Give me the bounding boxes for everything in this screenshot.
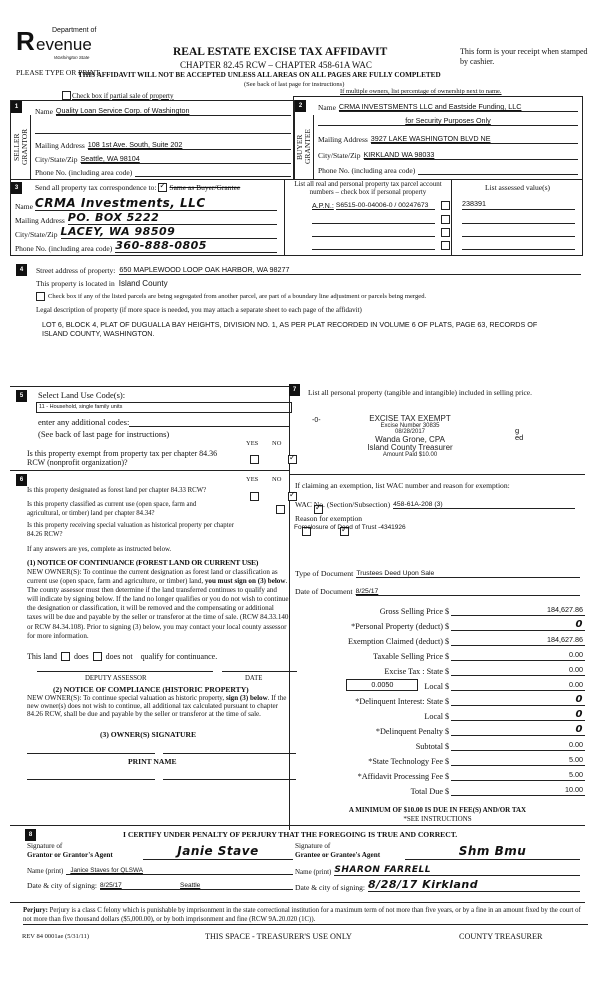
- exempt-stamp: [340, 414, 480, 458]
- seller-city-label: City/State/Zip: [35, 155, 78, 164]
- stamp-office: Island County Treasurer: [367, 443, 453, 452]
- excise-state-label: Excise Tax : State: [384, 667, 443, 676]
- partial-sale-checkbox[interactable]: [62, 91, 71, 100]
- minimum-due-note: A MINIMUM OF $10.00 IS DUE IN FEE(S) AND/OR TAX: [348, 806, 527, 814]
- no-header-6: NO: [272, 476, 282, 483]
- forest-question: Is this property designated as forest land per chapter 84.33 RCW?: [27, 487, 207, 494]
- notice-2-title: (2) NOTICE OF COMPLIANCE (HISTORIC PROPERTY): [53, 685, 249, 694]
- send-correspondence-row: [35, 183, 240, 192]
- grantor-city-field[interactable]: Seattle: [160, 882, 293, 890]
- subtotal-label: Subtotal: [415, 742, 443, 751]
- does-not-checkbox[interactable]: [93, 652, 102, 661]
- doc-type-row: [295, 566, 580, 578]
- grantor-signature-field[interactable]: Janie Stave: [143, 844, 293, 860]
- seller-name-label: Name: [35, 107, 53, 116]
- corr-name-field[interactable]: CRMA Investments, LLC: [35, 196, 277, 211]
- tech-fee-field[interactable]: 5.00: [451, 754, 585, 766]
- receipt-note: This form is your receipt when stamped by cashier.: [460, 47, 588, 66]
- seller-name-line2[interactable]: [35, 133, 291, 134]
- dollar-sign: $: [445, 682, 450, 691]
- grantor-name-field[interactable]: Janice Staves for QLSWA: [66, 867, 293, 875]
- section-6-number: 6: [16, 474, 27, 486]
- buyer-name-line2[interactable]: for Security Purposes Only: [318, 116, 578, 126]
- apn-label: A.P.N.:: [312, 201, 334, 210]
- legal-description[interactable]: LOT 6, BLOCK 4, PLAT OF DUGUALLA BAY HEIGHTS, DIVISION NO. 1, AS PER PLAT RECORDED IN VOLUME 6 OF PLATS, PAGE 63, RECORDS OF ISLAND COUNTY, WASHINGTON.: [42, 320, 538, 338]
- owner-signature-line-1[interactable]: [27, 753, 155, 754]
- land-use-code-field[interactable]: 11 - Household, single family units: [36, 402, 292, 413]
- see-instructions-note: *SEE INSTRUCTIONS: [403, 815, 472, 823]
- personal-property-label: List all personal property (tangible and intangible) included in selling price.: [308, 388, 532, 397]
- grantee-sig-label-2: Grantee or Grantee's Agent: [295, 851, 381, 859]
- assessed-value-3[interactable]: [462, 226, 575, 237]
- dollar-sign: $: [445, 607, 450, 616]
- county-treasurer-label: COUNTY TREASURER: [459, 932, 543, 941]
- grantor-sig-label: [27, 842, 113, 860]
- grantor-name-label: Name (print): [27, 867, 64, 875]
- claim-exemption-label: If claiming an exemption, list WAC number and reason for exemption:: [295, 481, 510, 490]
- form-title: REAL ESTATE EXCISE TAX AFFIDAVIT: [173, 46, 388, 58]
- notice-1-title: (1) NOTICE OF CONTINUANCE (FOREST LAND OR CURRENT USE): [27, 558, 259, 567]
- section-5-number: 5: [16, 390, 27, 402]
- does-checkbox[interactable]: [61, 652, 70, 661]
- grantor-date-row: [27, 878, 293, 890]
- grantee-name-field[interactable]: SHARON FARRELL: [334, 865, 580, 876]
- notice-1-bold: you must sign on (3) below: [204, 577, 286, 586]
- dor-logo: [16, 26, 106, 62]
- exemption-claimed-label: Exemption Claimed (deduct): [347, 637, 443, 646]
- apn-field[interactable]: S6515-00-04006-0 / 00247673: [336, 202, 435, 210]
- stamp-excise-number: Excise Number 30835: [380, 423, 440, 429]
- seller-name-field[interactable]: Quality Loan Service Corp. of Washington: [56, 106, 291, 116]
- perjury-notice: [23, 907, 588, 925]
- same-as-buyer-checkbox[interactable]: [158, 183, 167, 192]
- located-label: This property is located in: [36, 279, 115, 288]
- corr-mailing-label: Mailing Address: [15, 216, 65, 225]
- does-label: does: [74, 652, 89, 661]
- print-name-line-1[interactable]: [27, 779, 155, 780]
- seller-mailing-label: Mailing Address: [35, 141, 85, 150]
- buyer-phone-field[interactable]: [418, 165, 578, 175]
- buyer-mailing-label: Mailing Address: [318, 135, 368, 144]
- print-name-line-2[interactable]: [163, 779, 296, 780]
- stamp-date: 08/28/2017: [394, 429, 426, 435]
- grantee-date-label: Date & city of signing:: [295, 883, 366, 892]
- corr-phone-field[interactable]: 360-888-0805: [115, 239, 277, 253]
- seller-label: SELLER: [11, 133, 21, 161]
- additional-codes-field[interactable]: [129, 417, 290, 427]
- exempt-yes-checkbox[interactable]: [250, 455, 259, 464]
- buyer-side-label: [294, 115, 314, 179]
- reason-label: Reason for exemption: [295, 514, 363, 523]
- total-due-label: Total Due: [410, 787, 443, 796]
- parcel-header: List all real and personal property tax parcel account numbers – check box if personal property: [294, 180, 442, 196]
- assessed-value-1[interactable]: 238391: [462, 199, 575, 210]
- additional-codes-label: enter any additional codes:: [38, 417, 130, 427]
- section-4-property: [10, 260, 585, 360]
- corr-phone-row: [15, 239, 277, 253]
- dollar-sign: $: [445, 637, 450, 646]
- date-label: DATE: [245, 675, 263, 682]
- grantor-sig-label-2: Grantor or Grantor's Agent: [27, 851, 113, 859]
- dollar-sign: $: [445, 622, 450, 631]
- grantor-sig-label-1: Signature of: [27, 842, 63, 850]
- if-yes-note: If any answers are yes, complete as instructed below.: [27, 546, 172, 553]
- corr-city-field[interactable]: LACEY, WA 98509: [61, 225, 278, 239]
- notice-2-text-a: NEW OWNER(S): To continue special valuation as historic property,: [27, 694, 226, 702]
- print-name-label: PRINT NAME: [128, 757, 177, 766]
- stamp-name: Wanda Grone, CPA: [375, 435, 445, 444]
- tech-fee-row: [300, 753, 585, 766]
- local-label: Local: [424, 682, 443, 691]
- delinquent-penalty-field[interactable]: 0: [451, 724, 585, 736]
- segregated-row: [36, 292, 426, 301]
- assessed-values: [452, 179, 583, 256]
- buyer-mailing-field[interactable]: 3927 LAKE WASHINGTON BLVD NE: [371, 134, 578, 144]
- exemption-claimed-field[interactable]: 184,627.86: [451, 634, 585, 646]
- section-5-land-use: [10, 386, 290, 474]
- doc-date-label: Date of Document: [295, 587, 353, 596]
- doc-date-row: [295, 584, 580, 596]
- form-chapter: CHAPTER 82.45 RCW – CHAPTER 458-61A WAC: [180, 60, 372, 70]
- buyer-city-row: [318, 148, 578, 160]
- corr-city-label: City/State/Zip: [15, 230, 58, 239]
- additional-codes-row: [38, 415, 290, 427]
- logo-name-text: evenue: [36, 35, 92, 54]
- exemption-section: [290, 474, 585, 554]
- buyer-mailing-row: [318, 132, 578, 144]
- grantor-label: GRANTOR: [19, 128, 29, 166]
- grantee-label: GRANTEE: [302, 129, 312, 165]
- wac-label: WAC No. (Section/Subsection): [295, 500, 391, 509]
- owner-signature-line-2[interactable]: [163, 753, 296, 754]
- buyer-phone-label: Phone No. (including area code): [318, 166, 416, 175]
- dollar-sign: $: [445, 757, 450, 766]
- same-as-buyer-label: Same as Buyer/Grantee: [169, 183, 241, 192]
- send-correspondence-label: Send all property tax correspondence to:: [35, 183, 157, 192]
- parcel-row-2: [312, 213, 450, 224]
- seller-phone-row: [35, 165, 291, 177]
- taxable-label: Taxable Selling Price: [373, 652, 443, 661]
- street-address-field[interactable]: 650 MAPLEWOOD LOOP OAK HARBOR, WA 98277: [119, 265, 581, 275]
- personal-property-checkbox[interactable]: [441, 228, 450, 237]
- segregated-checkbox[interactable]: [36, 292, 45, 301]
- dollar-sign: $: [445, 667, 450, 676]
- doc-type-field[interactable]: Trustees Deed Upon Sale: [356, 570, 580, 578]
- delinquent-interest-local-row: [300, 708, 585, 721]
- does-not-label: does not: [105, 652, 133, 661]
- personal-deduct-label: *Personal Property (deduct): [351, 622, 443, 631]
- perjury-label: Perjury:: [23, 907, 48, 914]
- no-header: NO: [272, 440, 282, 447]
- total-due-row: [300, 783, 585, 796]
- buyer-phone-row: [318, 163, 578, 175]
- grantor-date-field[interactable]: 8/25/17: [100, 882, 160, 890]
- notice-2-body: [27, 694, 295, 718]
- dollar-sign: $: [445, 787, 450, 796]
- corr-city-row: [15, 225, 277, 239]
- apn-field[interactable]: [312, 227, 435, 237]
- dollar-sign: $: [445, 727, 450, 736]
- seller-side-label: [11, 115, 31, 179]
- stamp-amount: Amount Paid $10.00: [382, 452, 438, 458]
- delinquent-penalty-label: *Delinquent Penalty: [375, 727, 443, 736]
- partial-sale-label: Check box if partial sale of property: [72, 91, 174, 100]
- excise-local-field[interactable]: 0.00: [451, 679, 585, 691]
- continuance-row: [27, 652, 217, 661]
- apn-field[interactable]: [312, 214, 435, 224]
- reason-field[interactable]: Foreclosure of Deed of Trust -4341926: [294, 524, 406, 531]
- seller-mailing-row: [35, 138, 291, 150]
- personal-property-checkbox[interactable]: [441, 201, 450, 210]
- processing-fee-label: *Affidavit Processing Fee: [357, 772, 443, 781]
- excise-state-row: [300, 663, 585, 676]
- delinquent-interest-state-field[interactable]: 0: [451, 694, 585, 706]
- multiple-owners-note: If multiple owners, list percentage of ownership next to name.: [340, 88, 502, 95]
- parcel-row-4: [312, 239, 450, 250]
- please-type-text: PLEASE TYPE OR PRINT: [16, 68, 100, 77]
- street-address-label: Street address of property:: [36, 266, 116, 275]
- grantor-name-row: [27, 863, 293, 875]
- exemption-claimed-row: [300, 633, 585, 646]
- parcel-row-3: [312, 226, 450, 237]
- notice-2-text-b: . If the new owner(s) does not wish to continue, all additional tax calculated pursuant to chapter 84.26 RCW, shall be due and payable by the seller or transferor at the time of sale.: [27, 694, 287, 719]
- section-1-number: 1: [11, 101, 22, 113]
- section-8-number: 8: [25, 829, 36, 841]
- personal-property-deduct-row: [300, 618, 585, 631]
- stamp-fragment-1: g: [515, 426, 520, 435]
- yes-header: YES: [246, 440, 259, 447]
- segregated-label: Check box if any of the listed parcels are being segregated from another parcel, are part of a boundary line adjustment or parcels being merged.: [48, 293, 427, 300]
- grantee-name-label: Name (print): [295, 868, 332, 876]
- select-land-use-label: Select Land Use Code(s):: [38, 390, 126, 400]
- partial-sale-row: [62, 91, 173, 100]
- buyer-name-field[interactable]: CRMA INVESTSMENTS LLC and Eastside Funding, LLC: [339, 102, 578, 112]
- form-id: REV 84 0001ae (5/31/11): [22, 933, 89, 940]
- processing-fee-row: [300, 768, 585, 781]
- certify-statement: I CERTIFY UNDER PENALTY OF PERJURY THAT THE FOREGOING IS TRUE AND CORRECT.: [123, 830, 458, 839]
- this-land-label: This land: [27, 652, 57, 661]
- legal-label: Legal description of property (if more space is needed, you may attach a separate sheet to each page of the affidavit): [36, 306, 362, 314]
- total-due-field[interactable]: 10.00: [451, 784, 585, 796]
- section-7-number: 7: [289, 384, 300, 396]
- delinquent-interest-local-label: Local: [424, 712, 443, 721]
- delinquent-interest-state-label: *Delinquent Interest: State: [355, 697, 443, 706]
- tech-fee-label: *State Technology Fee: [368, 757, 443, 766]
- section-8-certification: [10, 825, 585, 903]
- seller-phone-label: Phone No. (including area code): [35, 168, 133, 177]
- seller-phone-field[interactable]: [135, 167, 291, 177]
- logo-r-icon: R: [16, 26, 35, 56]
- seller-city-field[interactable]: Seattle, WA 98104: [81, 154, 292, 164]
- subtotal-field[interactable]: 0.00: [451, 739, 585, 751]
- grantee-date-row: [295, 877, 580, 892]
- logo-state-text: Washington State: [54, 55, 90, 60]
- deputy-assessor-line[interactable]: [37, 671, 213, 672]
- grantee-signature-field[interactable]: Shm Bmu: [405, 844, 580, 860]
- notice-1-text-b: . The county assessor must then determine if the land transferred continues to qualify and will indicate by signing below. If the land no longer qualifies or you do not wish to continue the designation or classification, it will be removed and the compensating or additional taxes will be due and payable by the seller or transferor at the time of sale. (RCW 84.33.140 or RCW 84.34.108). Prior to signing (3) below, you may contact your local county assessor for more information.: [27, 577, 289, 640]
- apn-field[interactable]: [312, 240, 435, 250]
- section-2-number: 2: [295, 100, 306, 112]
- gross-selling-price-row: [300, 603, 585, 616]
- dollar-sign: $: [445, 652, 450, 661]
- section-2-buyer: [293, 96, 583, 180]
- seller-city-row: [35, 152, 291, 164]
- section-4-number: 4: [16, 264, 27, 276]
- owner-signature-label: (3) OWNER(S) SIGNATURE: [100, 730, 197, 739]
- buyer-city-field[interactable]: KIRKLAND WA 98033: [364, 150, 579, 160]
- buyer-name-row: [318, 100, 578, 112]
- buyer-city-label: City/State/Zip: [318, 151, 361, 160]
- yes-header-6: YES: [246, 476, 259, 483]
- personal-property-value[interactable]: -0-: [312, 417, 321, 424]
- section-1-seller: [10, 100, 295, 180]
- gross-field[interactable]: 184,627.86: [451, 604, 585, 616]
- excise-state-field[interactable]: 0.00: [451, 664, 585, 676]
- delinquent-interest-state-row: [300, 693, 585, 706]
- dollar-sign: $: [445, 697, 450, 706]
- taxable-field[interactable]: 0.00: [451, 649, 585, 661]
- taxable-selling-price-row: [300, 648, 585, 661]
- gross-label: Gross Selling Price: [379, 607, 443, 616]
- deputy-assessor-label: DEPUTY ASSESSOR: [85, 675, 147, 682]
- logo-dept-text: Department of: [52, 27, 97, 34]
- corr-name-row: [15, 195, 277, 211]
- doc-type-label: Type of Document: [295, 569, 354, 578]
- seller-name-row: [35, 104, 291, 116]
- grantor-date-label: Date & city of signing:: [27, 881, 98, 890]
- stamp-fragment-2: ed: [515, 433, 524, 442]
- corr-mailing-row: [15, 211, 277, 225]
- form-warning: THIS AFFIDAVIT WILL NOT BE ACCEPTED UNLESS ALL AREAS ON ALL PAGES ARE FULLY COMPLETED: [78, 71, 441, 79]
- doc-date-field[interactable]: 8/25/17: [356, 588, 580, 596]
- grantee-sig-label: [295, 842, 380, 860]
- notice-2-bold: sign (3) below: [225, 694, 268, 702]
- notice-1-text-a: NEW OWNER(S): To continue the current designation as forest land or classification as current use (open space, farm and agriculture, or timber) land,: [27, 568, 278, 586]
- grantee-sig-label-1: Signature of: [295, 842, 331, 850]
- forest-yes-checkbox[interactable]: [250, 492, 259, 501]
- grantee-name-row: [295, 863, 580, 876]
- street-address-row: [36, 263, 581, 275]
- assessed-header: List assessed value(s): [485, 183, 550, 192]
- see-back-text: (See back of last page for instructions): [244, 81, 345, 88]
- see-back-label: (See back of last page for instructions): [38, 429, 170, 439]
- wac-field[interactable]: 458-61A-208 (3): [393, 501, 575, 509]
- assessed-value-4[interactable]: [462, 239, 575, 250]
- parcel-row-1: [312, 199, 450, 210]
- dollar-sign: $: [445, 712, 450, 721]
- personal-deduct-field[interactable]: 0: [451, 619, 585, 631]
- buyer-label: BUYER: [294, 134, 304, 160]
- dollar-sign: $: [445, 742, 450, 751]
- section-7-personal-property: [290, 384, 585, 474]
- local-rate-field[interactable]: 0.0050: [346, 679, 418, 691]
- historic-question: Is this property receiving special valuation as historical property per chapter 84.26 RCW?: [27, 522, 234, 538]
- exempt-question: Is this property exempt from property tax per chapter 84.36 RCW (nonprofit organization)?: [27, 449, 218, 467]
- buyer-name-label: Name: [318, 103, 336, 112]
- personal-property-checkbox[interactable]: [441, 241, 450, 250]
- delinquent-penalty-row: [300, 723, 585, 736]
- assessor-date-line[interactable]: [222, 671, 297, 672]
- excise-local-row: [300, 678, 585, 691]
- seller-mailing-field[interactable]: 108 1st Ave. South, Suite 202: [88, 140, 291, 150]
- stamp-title: EXCISE TAX EXEMPT: [369, 414, 451, 423]
- county-field[interactable]: Island County: [118, 279, 168, 288]
- section-3-number: 3: [11, 182, 22, 194]
- local-label-wrap: [300, 679, 445, 691]
- section-3-correspondence: [10, 179, 285, 256]
- corr-mailing-field[interactable]: PO. BOX 5222: [68, 211, 277, 225]
- qualify-label: qualify for continuance.: [140, 652, 218, 661]
- current-use-question: Is this property classified as current use (open space, farm and agricultural, or timber) land per chapter 84.34?: [27, 501, 197, 517]
- delinquent-interest-local-field[interactable]: 0: [451, 709, 585, 721]
- dollar-sign: $: [445, 772, 450, 781]
- perjury-text: Perjury is a class C felony which is punishable by imprisonment in the state correctional institution for a maximum term of not more than five years, or by a fine in an amount fixed by the court of not more than five thousand dollars ($5,000.00), or by both imprisonment and fine (RCW 9A.20.020 (1C)).: [23, 907, 581, 923]
- current-use-yes-checkbox[interactable]: [276, 505, 285, 514]
- parcel-list: [284, 179, 452, 256]
- subtotal-row: [300, 738, 585, 751]
- assessed-value-2[interactable]: [462, 213, 575, 224]
- notice-1-body: [27, 568, 289, 641]
- county-row: [36, 279, 168, 288]
- personal-property-checkbox[interactable]: [441, 215, 450, 224]
- section-6-designations: [10, 470, 290, 830]
- grantee-date-field[interactable]: 8/28/17 Kirkland: [368, 878, 580, 892]
- corr-name-label: Name: [15, 202, 33, 211]
- corr-phone-label: Phone No. (including area code): [15, 244, 113, 253]
- wac-row: [295, 495, 575, 509]
- treasurer-use-label: THIS SPACE - TREASURER'S USE ONLY: [205, 932, 352, 941]
- processing-fee-field[interactable]: 5.00: [451, 769, 585, 781]
